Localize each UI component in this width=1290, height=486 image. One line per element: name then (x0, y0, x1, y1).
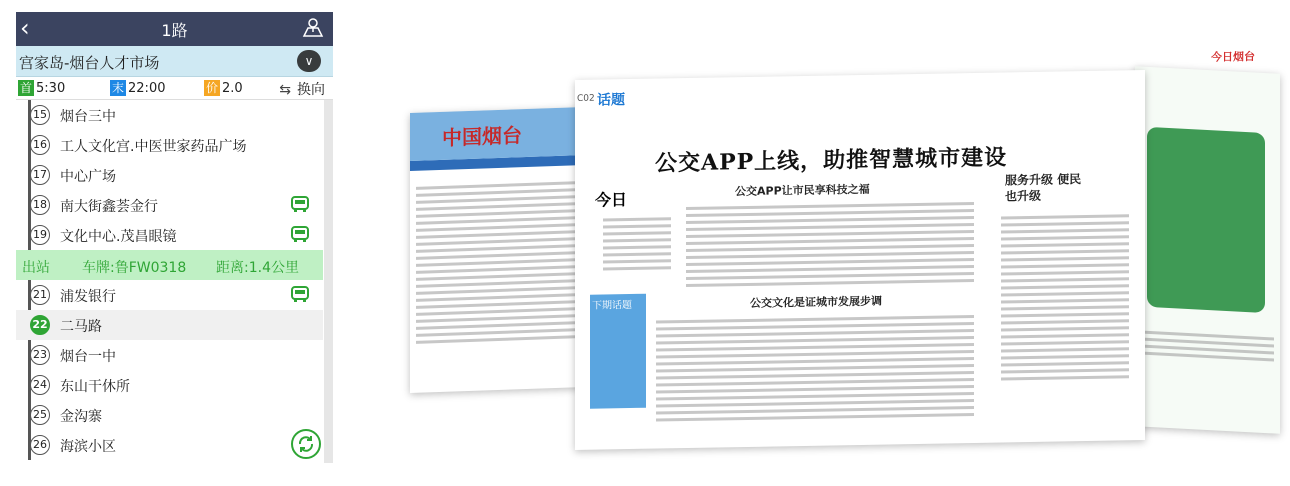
headline: 公交APP上线，助推智慧城市建设 (655, 144, 1008, 177)
stop-item[interactable] (16, 430, 323, 460)
stop-number: 22 (30, 315, 50, 335)
stop-item[interactable] (16, 340, 323, 370)
first-bus (18, 80, 65, 96)
first-tag: 首 (20, 81, 33, 95)
article-text (410, 177, 585, 348)
stop-name: 南大街鑫荟金行 (60, 199, 158, 215)
website-header (410, 107, 585, 161)
section-code: C02 (577, 93, 595, 104)
schedule-bar (16, 77, 333, 100)
stop-number: 18 (30, 195, 50, 215)
page-title: 1路 (161, 21, 188, 40)
price-value: 2.0 (222, 81, 243, 96)
plate-number: 车牌:鲁FW0318 (82, 260, 187, 276)
subheadline-2: 公交文化是证城市发展步调 (750, 294, 882, 310)
first-time: 5:30 (36, 81, 66, 96)
arrival-info-row (16, 250, 323, 280)
bus-distance: 距离:1.4公里 (216, 260, 299, 276)
stop-name: 二马路 (60, 319, 102, 335)
stop-item[interactable] (16, 370, 323, 400)
stop-number: 21 (30, 285, 50, 305)
fare (204, 80, 243, 96)
stop-item[interactable] (16, 130, 323, 160)
top-bar (16, 12, 333, 46)
app-promo-page (1135, 66, 1280, 434)
stop-name: 烟台一中 (60, 349, 116, 365)
column-text (995, 210, 1135, 384)
price-tag: 价 (206, 81, 219, 95)
next-topic-box (590, 294, 646, 409)
column-text (597, 213, 677, 274)
stop-name: 文化中心.茂昌眼镜 (60, 229, 177, 245)
stop-number: 24 (30, 375, 50, 395)
stop-item[interactable] (16, 100, 323, 130)
next-topic-label: 下期话题 (592, 299, 632, 312)
stop-number: 26 (30, 435, 50, 455)
switch-label: 换向 (297, 82, 325, 98)
website-printout (410, 107, 585, 393)
stop-name: 烟台三中 (60, 109, 116, 125)
stop-item[interactable] (16, 160, 323, 190)
stop-item[interactable] (16, 400, 323, 430)
promo-text (1135, 326, 1280, 366)
route-name: 宫家岛-烟台人才市场 (19, 54, 160, 72)
bus-app-screen (16, 12, 333, 463)
stop-number: 25 (30, 405, 50, 425)
section-title: 话题 (597, 92, 625, 109)
bus-icon (291, 286, 309, 303)
bus-icon (291, 196, 309, 213)
stop-number: 15 (30, 105, 50, 125)
stop-number: 23 (30, 345, 50, 365)
switch-direction-button[interactable] (279, 79, 325, 99)
paper-brand: 今日烟台 (1211, 50, 1255, 64)
last-bus (110, 80, 165, 96)
stop-item[interactable] (16, 220, 323, 250)
subheadline-1: 公交APP让市民享科技之福 (735, 182, 870, 199)
column-text (650, 311, 980, 426)
stop-number: 17 (30, 165, 50, 185)
today-label: 今日 (595, 190, 628, 210)
website-logo: 中国烟台 (442, 123, 522, 150)
stop-item[interactable] (16, 190, 323, 220)
stop-name: 东山干休所 (60, 379, 130, 395)
stop-number: 19 (30, 225, 50, 245)
refresh-button[interactable] (291, 429, 321, 459)
stop-number: 16 (30, 135, 50, 155)
newspaper-page (575, 50, 1255, 450)
stop-list (16, 100, 323, 463)
chevron-down-icon[interactable]: ∨ (297, 50, 321, 72)
bus-icon (291, 226, 309, 243)
stop-name: 金沟寨 (60, 409, 102, 425)
side-headline: 服务升级 便民也升级 (1005, 172, 1082, 204)
last-tag: 末 (112, 81, 125, 95)
refresh-icon (293, 431, 319, 457)
bus-status: 出站 (22, 260, 50, 276)
map-pin-icon[interactable] (301, 16, 325, 40)
stop-name: 工人文化宫.中医世家药品广场 (60, 139, 247, 155)
route-bar (16, 46, 333, 77)
app-screenshot (1147, 127, 1265, 313)
stop-item-current[interactable] (16, 310, 323, 340)
stop-name: 海滨小区 (60, 439, 116, 455)
stop-name: 浦发银行 (60, 289, 116, 305)
swap-arrows-icon: ⇆ (279, 82, 291, 98)
stop-name: 中心广场 (60, 169, 116, 185)
last-time: 22:00 (128, 81, 166, 96)
newspaper-collage (400, 30, 1290, 470)
column-text (680, 198, 980, 291)
back-icon[interactable]: ‹ (20, 14, 30, 42)
scrollbar[interactable] (324, 100, 333, 463)
stop-item[interactable] (16, 280, 323, 310)
